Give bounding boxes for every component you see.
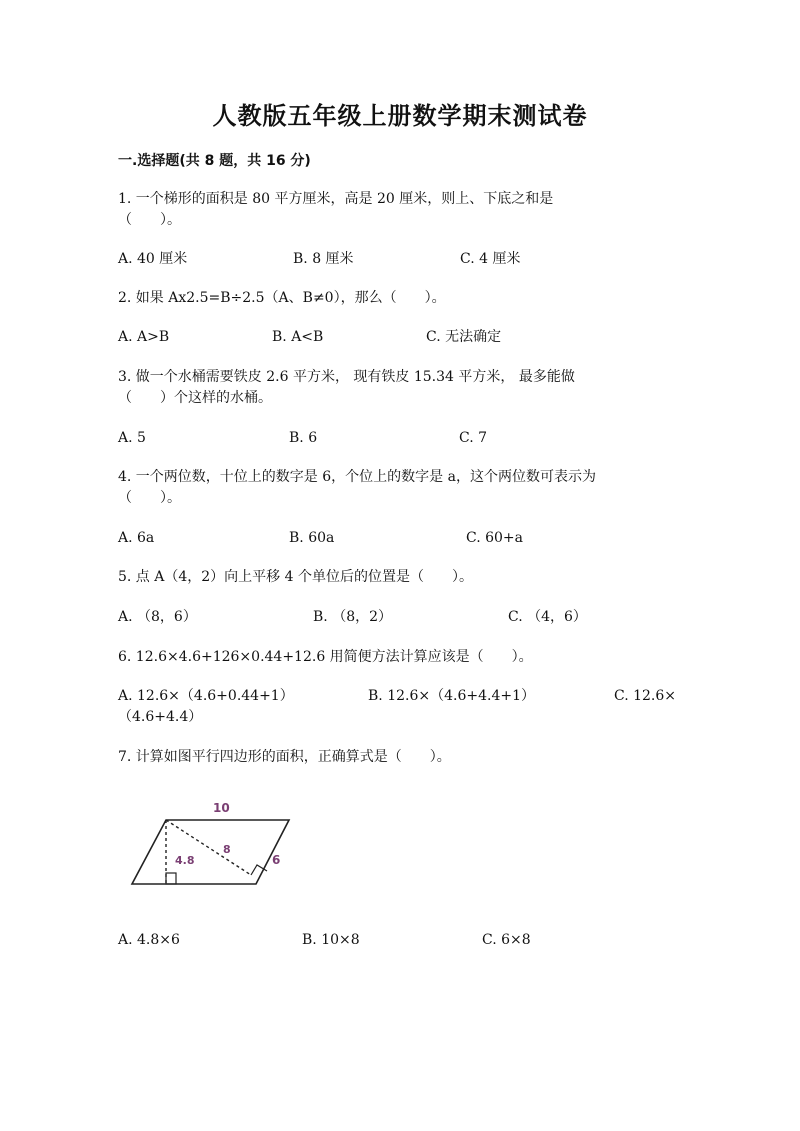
question-5-option-b[interactable]: B. （8，2） [313,609,393,625]
question-2-option-b[interactable]: B. A<B [272,329,324,345]
question-6-option-a[interactable]: A. 12.6×（4.6+0.44+1） [118,688,294,704]
question-4-text-line1: 4. 一个两位数，十位上的数字是 6，个位上的数字是 a，这个两位数可表示为 [118,469,596,485]
question-4-option-a[interactable]: A. 6a [118,530,155,546]
question-2-option-a[interactable]: A. A>B [118,329,170,345]
right-angle-marker-base [166,873,176,884]
question-4-text-line2: （ ）。 [118,490,181,506]
question-4-option-b[interactable]: B. 60a [289,530,335,546]
question-7-option-b[interactable]: B. 10×8 [302,932,360,948]
parallelogram-figure [126,796,306,892]
section-heading: 一.选择题(共 8 题，共 16 分) [118,153,311,169]
question-3-option-c[interactable]: C. 7 [459,430,488,446]
question-6-option-c-continued: （4.6+4.4） [118,709,203,725]
question-3-text-line2: （ ）个这样的水桶。 [118,390,272,406]
question-5-option-c[interactable]: C. （4，6） [508,609,587,625]
question-1-option-b[interactable]: B. 8 厘米 [293,251,354,267]
figure-label-diagonal: 8 [223,843,231,856]
question-6-option-b[interactable]: B. 12.6×（4.6+4.4+1） [368,688,535,704]
question-3-option-a[interactable]: A. 5 [118,430,146,446]
question-7-text-line1: 7. 计算如图平行四边形的面积，正确算式是（ ）。 [118,749,451,765]
figure-label-height: 4.8 [175,854,195,867]
question-1-option-c[interactable]: C. 4 厘米 [460,251,521,267]
page-title: 人教版五年级上册数学期末测试卷 [212,102,588,130]
question-2-text-line1: 2. 如果 Ax2.5=B÷2.5（A、B≠0），那么（ ）。 [118,290,446,306]
parallelogram-shape [132,820,289,884]
question-1-text-line1: 1. 一个梯形的面积是 80 平方厘米，高是 20 厘米，则上、下底之和是 [118,191,554,207]
question-7-option-c[interactable]: C. 6×8 [482,932,531,948]
question-7-option-a[interactable]: A. 4.8×6 [118,932,180,948]
question-6-text-line1: 6. 12.6×4.6+126×0.44+12.6 用简便方法计算应该是（ ）。 [118,649,533,665]
question-5-option-a[interactable]: A. （8，6） [118,609,197,625]
question-1-text-line2: （ ）。 [118,212,181,228]
question-1-option-a[interactable]: A. 40 厘米 [118,251,188,267]
question-6-option-c[interactable]: C. 12.6× [614,688,677,704]
question-3-option-b[interactable]: B. 6 [289,430,318,446]
question-2-option-c[interactable]: C. 无法确定 [426,329,502,345]
question-3-text-line1: 3. 做一个水桶需要铁皮 2.6 平方米， 现有铁皮 15.34 平方米， 最多能做 [118,369,575,385]
figure-label-top: 10 [213,801,230,815]
question-5-text-line1: 5. 点 A（4，2）向上平移 4 个单位后的位置是（ ）。 [118,569,473,585]
figure-label-side: 6 [272,853,281,867]
question-4-option-c[interactable]: C. 60+a [466,530,524,546]
